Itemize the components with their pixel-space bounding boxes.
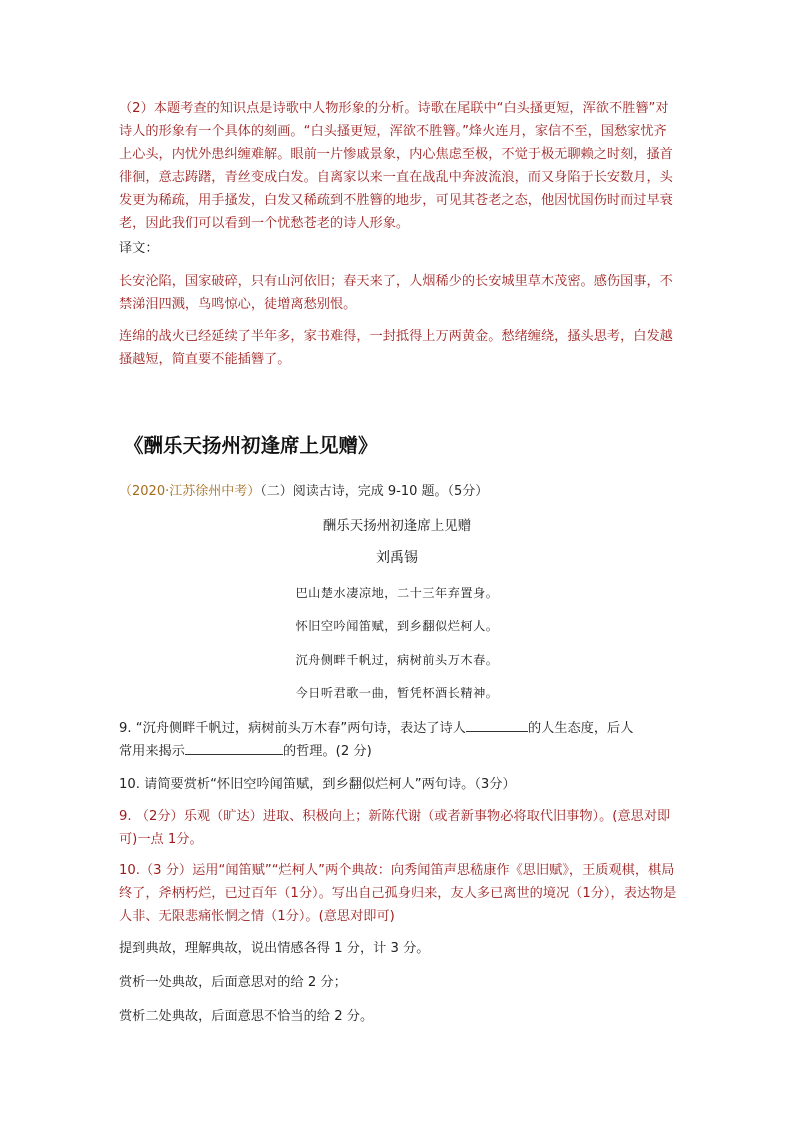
answer-10: 10.（3 分）运用“闻笛赋”“烂柯人”两个典故：向秀闻笛声思嵇康作《思旧赋》，王质观棋，棋局终了，斧柄朽烂，已过百年（1分）。写出自己孤身归来，友人多已离世的境况（1分），表达物是人非、无限悲痛怅惘之情（1分）。(意思对即可) bbox=[119, 863, 677, 924]
question-source-line bbox=[119, 480, 488, 499]
answer-blank-2[interactable] bbox=[185, 740, 283, 755]
section-title: 《酬乐天扬州初逢席上见赠》 bbox=[124, 434, 378, 457]
analysis-paragraph: （2）本题考查的知识点是诗歌中人物形象的分析。诗歌在尾联中“白头搔更短，浑欲不胜簪”对诗人的形象有一个具体的刻画。“白头搔更短，浑欲不胜簪。”烽火连月，家信不至，国愁家忧齐上心头，内忧外患纠缠难解。眼前一片惨戚景象，内心焦虑至极，不觉于极无聊赖之时刻，搔首徘徊，意志踌躇，青丝变成白发。自离家以来一直在战乱中奔波流浪，而又身陷于长安数月，头发更为稀疏，用手搔发，白发又稀疏到不胜簪的地步，可见其苍老之态，他因忧国伤时而过早衰老，因此我们可以看到一个忧愁苍老的诗人形象。 bbox=[119, 101, 673, 231]
translation-paragraph-2: 连绵的战火已经延续了半年多，家书难得，一封抵得上万两黄金。愁绪缠绕，搔头思考，白发越搔越短，简直要不能插簪了。 bbox=[119, 329, 673, 367]
question-9-part-d: 的哲理。(2 分) bbox=[282, 744, 372, 759]
question-source: （2020·江苏徐州中考） bbox=[119, 484, 261, 499]
poem-line: 巴山楚水凄凉地，二十三年弃置身。 bbox=[295, 586, 499, 600]
poem-author: 刘禹锡 bbox=[376, 550, 418, 566]
grading-rule-1: 提到典故，理解典故，说出情感各得 1 分，计 3 分。 bbox=[119, 941, 430, 956]
translation-paragraph-1: 长安沦陷，国家破碎，只有山河依旧；春天来了，人烟稀少的长安城里草木茂密。感伤国事，不禁涕泪四溅，鸟鸣惊心，徒增离愁别恨。 bbox=[119, 274, 673, 312]
question-9-part-a: 9. “沉舟侧畔千帆过，病树前头万木春”两句诗，表达了诗人 bbox=[119, 721, 466, 736]
poem-line: 沉舟侧畔千帆过，病树前头万木春。 bbox=[295, 653, 499, 667]
translation-label: 译文： bbox=[119, 241, 159, 256]
question-9 bbox=[119, 717, 679, 763]
poem-line: 怀旧空吟闻笛赋，到乡翻似烂柯人。 bbox=[295, 619, 499, 633]
poem-title: 酬乐天扬州初逢席上见赠 bbox=[322, 518, 472, 534]
answer-blank-1[interactable] bbox=[466, 717, 528, 732]
question-intro: （二）阅读古诗，完成 9-10 题。（5分） bbox=[260, 484, 489, 499]
poem-line: 今日听君歌一曲，暂凭杯酒长精神。 bbox=[295, 686, 499, 700]
question-10: 10. 请简要赏析“怀旧空吟闻笛赋，到乡翻似烂柯人”两句诗。（3分） bbox=[119, 777, 516, 792]
question-9-part-b: 的人生态度，后人 bbox=[527, 721, 634, 736]
question-9-part-c: 常用来揭示 bbox=[119, 744, 185, 759]
grading-rule-2: 赏析一处典故，后面意思对的给 2 分； bbox=[119, 975, 347, 990]
grading-rule-3: 赏析二处典故，后面意思不恰当的给 2 分。 bbox=[119, 1009, 374, 1024]
answer-9: 9. （2分）乐观（旷达）进取、积极向上；新陈代谢（或者新事物必将取代旧事物）。(意思对即可)一点 1分。 bbox=[119, 809, 671, 847]
